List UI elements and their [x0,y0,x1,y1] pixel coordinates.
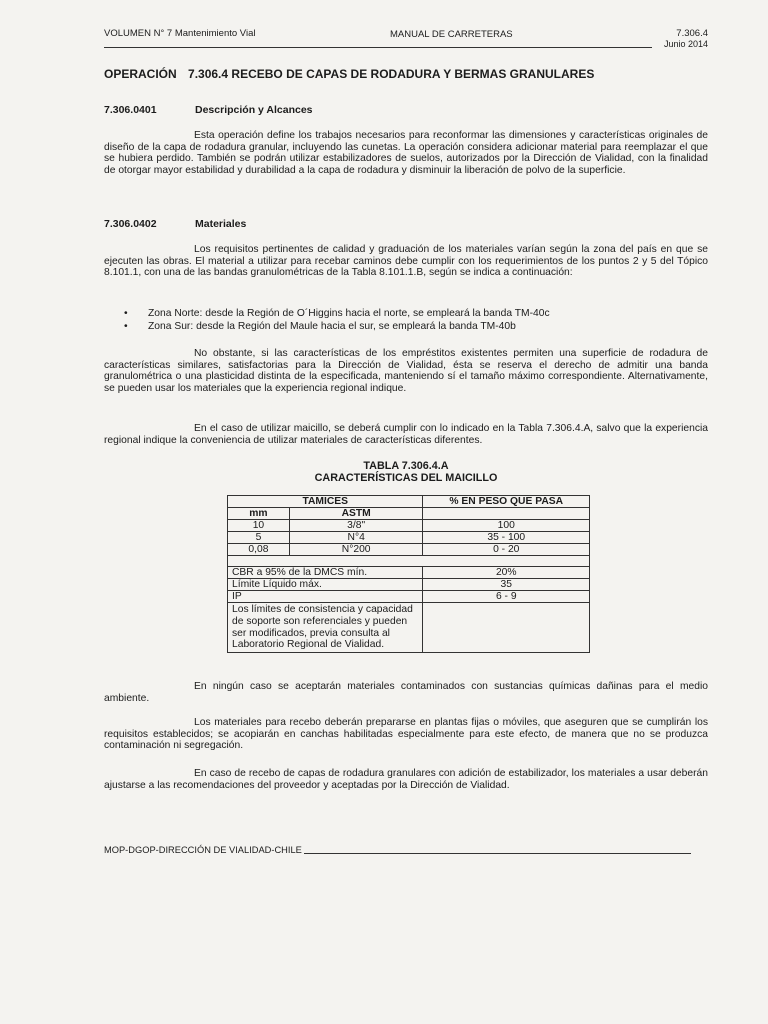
list-item: • Zona Norte: desde la Región de O´Higgins hacia el norte, se empleará la banda TM-40c [124,308,550,321]
table-row: 5 N°4 35 - 100 [228,532,590,544]
section-heading-description [104,104,313,116]
page-footer [104,845,691,855]
header-rule [104,47,652,48]
table-header-astm: ASTM [289,508,423,520]
title-prefix: OPERACIÓN [104,67,177,81]
section-number: 7.306.0402 [104,218,157,230]
table-row: CBR a 95% de la DMCS mín. 20% [228,567,590,579]
paragraph-description: Esta operación define los trabajos necesarios para reconformar las dimensiones y características originales de diseño de la capa de rodadura granular, incluyendo las cunetas. La operación considera adicionar material para reemplazar el que se hubiera perdido. También se podrán utilizar estabilizadores de suelos, autorizados por la Dirección de Vialidad, con la finalidad de otorgar mayor estabilidad y durabilidad a la capa de rodadura y disminuir la liberación de polvo de la superficie. [104,130,708,176]
maicillo-table [227,495,590,653]
footer-text: MOP-DGOP-DIRECCIÓN DE VIALIDAD-CHILE [104,845,302,855]
table-row: 10 3/8" 100 [228,520,590,532]
header-date: Junio 2014 [663,39,708,49]
table-subtitle: CARACTERÍSTICAS DEL MAICILLO [314,472,498,484]
table-number: TABLA 7.306.4.A [363,460,449,472]
paragraph-maicillo: En el caso de utilizar maicillo, se deberá cumplir con lo indicado en la Tabla 7.306.4.A, salvo que la experiencia regional indique la conveniencia de utilizar materiales de características diferentes. [104,423,708,446]
table-header-percent: % EN PESO QUE PASA [423,496,590,508]
table-row: IP 6 - 9 [228,591,590,603]
table-row [228,603,590,653]
footer-rule [304,853,691,854]
paragraph-preparation: Los materiales para recebo deberán prepararse en plantas fijas o móviles, que aseguren que se cumplirán los requisitos establecidos; se acopiarán en canchas habilitadas especialmente para este efecto, de manera que no se produzca contaminación ni segregación. [104,717,708,752]
section-number: 7.306.0401 [104,104,157,116]
table-header-mm: mm [228,508,290,520]
section-title: Materiales [195,218,247,230]
table-row: 0,08 N°200 0 - 20 [228,544,590,556]
table-note: Los límites de consistencia y capacidad de soporte son referenciales y pueden ser modificados, previa consulta al Laboratorio Regional de Vialidad. [228,603,423,653]
title-text: RECEBO DE CAPAS DE RODADURA Y BERMAS GRANULARES [231,67,595,81]
table-caption [104,460,708,484]
paragraph-exceptions: No obstante, si las características de los empréstitos existentes permiten una superficie de rodadura de características similares, satisfactorias para la Dirección de Vialidad, ésta se reserva el derecho de admitir una banda granulométrica o una plasticidad distinta de la especificada, manteniendo sí el tamaño máximo correspondiente. Alternativamente, se pueden usar los materiales que la experiencia regional indique. [104,348,708,394]
paragraph-materials: Los requisitos pertinentes de calidad y graduación de los materiales varían según la zona del país en que se ejecuten las obras. El material a utilizar para recebar caminos debe cumplir con los requerimientos de los puntos 2 y 5 del Tópico 8.101.1, con una de las bandas granulométricas de la Tabla 8.101.1.B, según se indica a continuación: [104,244,708,279]
list-item: • Zona Sur: desde la Región del Maule hacia el sur, se empleará la banda TM-40b [124,321,550,334]
zone-bullet-list [124,308,550,333]
header-volume: VOLUMEN N° 7 Mantenimiento Vial [104,28,256,39]
paragraph-stabilizer: En caso de recebo de capas de rodadura granulares con adición de estabilizador, los materiales a usar deberán ajustarse a las recomendaciones del proveedor y aceptadas por la Dirección de Vialidad. [104,768,708,791]
header-code: 7.306.4 [676,28,708,39]
table-row: Límite Líquido máx. 35 [228,579,590,591]
page-header [104,28,708,52]
title-code: 7.306.4 [188,67,229,81]
table-header-tamices: TAMICES [228,496,423,508]
paragraph-contamination: En ningún caso se aceptarán materiales contaminados con sustancias químicas dañinas para el medio ambiente. [104,681,708,704]
section-title: Descripción y Alcances [195,104,313,116]
section-heading-materials [104,218,246,230]
header-manual: MANUAL DE CARRETERAS [390,29,513,40]
page-title [104,67,594,81]
